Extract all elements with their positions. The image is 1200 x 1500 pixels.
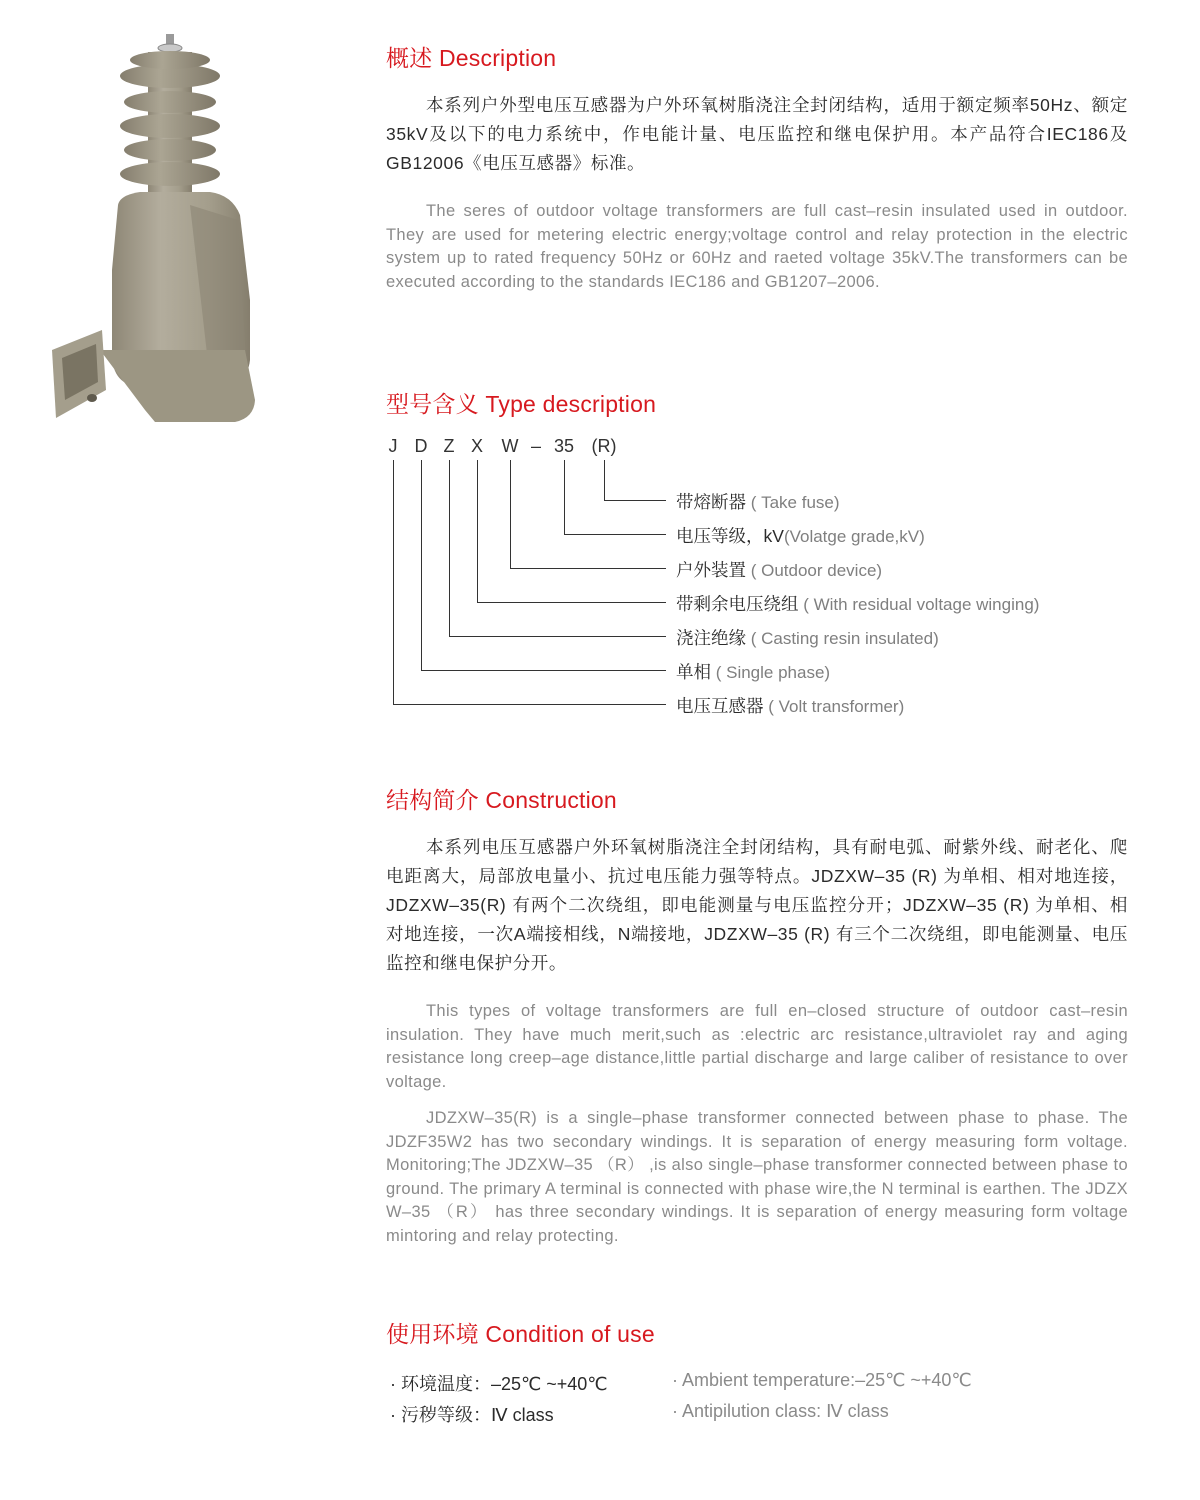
code-dash: – bbox=[530, 436, 542, 456]
code-fuse-r: (R) bbox=[591, 436, 617, 456]
type-row-fuse bbox=[676, 489, 840, 514]
type-row-residual bbox=[676, 591, 1039, 616]
connector-single-phase bbox=[421, 460, 422, 670]
code-letter-z: Z bbox=[443, 436, 455, 456]
type-row-en: ( Single phase) bbox=[711, 663, 831, 682]
description-title: 概述 Description bbox=[386, 45, 557, 71]
code-letter-d: D bbox=[414, 436, 428, 456]
construction-title: 结构简介 Construction bbox=[386, 787, 617, 813]
type-row-cn: 电压等级，kV bbox=[676, 526, 784, 546]
voltage-transformer-illustration bbox=[40, 30, 280, 440]
code-letter-x: X bbox=[470, 436, 484, 456]
code-letter-j: J bbox=[388, 436, 398, 456]
type-row-en: ( Outdoor device) bbox=[746, 561, 883, 580]
type-row-en: ( Volt transformer) bbox=[763, 697, 905, 716]
code-voltage-35: 35 bbox=[553, 436, 575, 456]
condition-row-pollution bbox=[386, 1401, 1128, 1429]
type-row-outdoor bbox=[676, 557, 882, 582]
condition-row-temperature bbox=[386, 1370, 1128, 1398]
connector-residual bbox=[477, 460, 478, 602]
type-code-diagram bbox=[386, 436, 1128, 726]
type-row-cn: 带熔断器 bbox=[676, 492, 746, 512]
condition-title: 使用环境 Condition of use bbox=[386, 1321, 655, 1347]
type-row-cn: 浇注绝缘 bbox=[676, 628, 746, 648]
hline-voltage bbox=[564, 534, 666, 535]
product-image bbox=[40, 30, 280, 440]
hline-outdoor bbox=[510, 568, 666, 569]
type-row-cn: 单相 bbox=[676, 662, 711, 682]
type-row-single-phase bbox=[676, 659, 830, 684]
type-row-en: ( Take fuse) bbox=[746, 493, 840, 512]
type-row-en: ( With residual voltage winging) bbox=[798, 595, 1040, 614]
type-row-volt-transformer bbox=[676, 693, 904, 718]
construction-cn-paragraph: 本系列电压互感器户外环氧树脂浇注全封闭结构，具有耐电弧、耐紫外线、耐老化、爬电距离大，局部放电量小、抗过电压能力强等特点。JDZXW–35 (R) 为单相、相对地连接，JDZXW–35(R) 有两个二次绕组，即电能测量与电压监控分开；JDZXW–35 (R) 为单相、相对地连接，一次A端接相线，N端接地，JDZXW–35 (R) 有三个二次绕组，即电能测量、电压监控和继电保护分开。 bbox=[386, 837, 1128, 973]
connector-volt-transformer bbox=[393, 460, 394, 704]
condition-en: · Ambient temperature:–25℃ ~+40℃ bbox=[672, 1370, 972, 1390]
type-row-cn: 带剩余电压绕组 bbox=[676, 594, 799, 614]
hline-single-phase bbox=[421, 670, 666, 671]
type-row-en: ( Casting resin insulated) bbox=[746, 629, 939, 648]
condition-en: · Antipilution class: Ⅳ class bbox=[672, 1401, 889, 1421]
connector-voltage bbox=[564, 460, 565, 534]
construction-en-paragraph-2: JDZXW–35(R) is a single–phase transformer connected between phase to phase. The JDZF35W2 has two secondary windings. It is separation of energy measuring form voltage. Monitoring;The JDZXW–35 （R） ,is also single–phase transformer connected between phase to ground. The primary A terminal is connected with phase wire,the N terminal is earthen. The JDZX W–35 （R） has three secondary windings. It is separation of energy measuring form voltage mintoring and relay protecting. bbox=[386, 1109, 1128, 1245]
description-en-paragraph: The seres of outdoor voltage transformers are full cast–resin insulated used in outdoor. They are used for metering electric energy;voltage control and relay protection in the electric system up to rated frequency 50Hz or 60Hz and raeted voltage 35kV.The transformers can be executed according to the standards IEC186 and GB1207–2006. bbox=[386, 202, 1128, 291]
hline-residual bbox=[477, 602, 666, 603]
condition-cn: · 环境温度：–25℃ ~+40℃ bbox=[390, 1374, 608, 1394]
type-description-title: 型号含义 Type description bbox=[386, 391, 657, 417]
connector-fuse bbox=[604, 460, 605, 500]
construction-en-paragraph-1: This types of voltage transformers are full en–closed structure of outdoor cast–resin insulation. They have much merit,such as :electric arc resistance,ultraviolet ray and aging resistance long creep–age distance,little partial discharge and large caliber of resistance to over voltage. bbox=[386, 1002, 1128, 1091]
type-row-en: (Volatge grade,kV) bbox=[783, 527, 925, 546]
description-cn-paragraph: 本系列户外型电压互感器为户外环氧树脂浇注全封闭结构，适用于额定频率50Hz、额定35kV及以下的电力系统中，作电能计量、电压监控和继电保护用。本产品符合IEC186及GB12006《电压互感器》标准。 bbox=[386, 95, 1128, 173]
type-row-voltage-grade bbox=[676, 523, 925, 548]
connector-outdoor bbox=[510, 460, 511, 568]
type-row-casting bbox=[676, 625, 939, 650]
code-letter-w: W bbox=[501, 436, 519, 456]
type-row-cn: 电压互感器 bbox=[676, 696, 764, 716]
condition-cn: · 污秽等级：Ⅳ class bbox=[390, 1405, 554, 1425]
hline-casting bbox=[449, 636, 666, 637]
connector-casting bbox=[449, 460, 450, 636]
hline-fuse bbox=[604, 500, 666, 501]
hline-volt-transformer bbox=[393, 704, 666, 705]
type-row-cn: 户外装置 bbox=[676, 560, 746, 580]
